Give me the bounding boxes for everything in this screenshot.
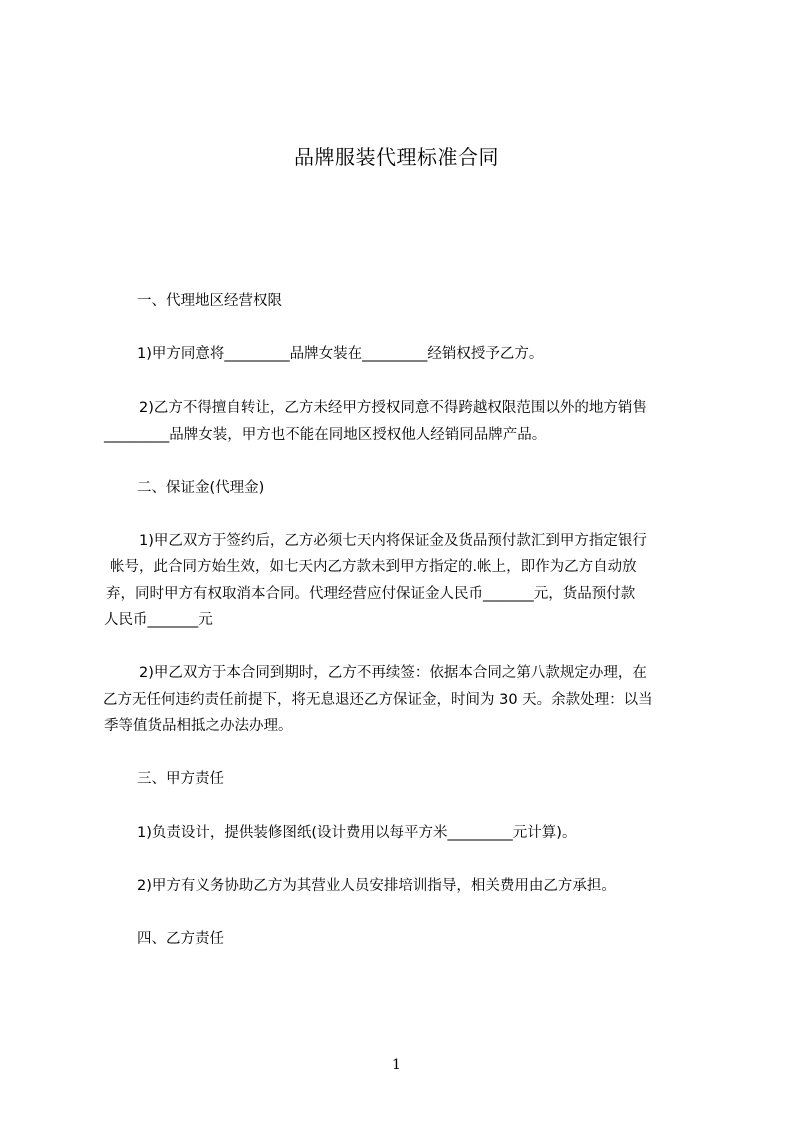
paragraph-line: 1)负责设计，提供装修图纸(设计费用以每平方米_________元计算)。 xyxy=(137,825,577,841)
paragraph-line-text: 弃，同时甲方有权取消本合同。代理经营应付保证金人民币_______元，货品预付款 xyxy=(106,586,636,602)
paragraph-line-text: 帐号，此合同方始生效，如七天内乙方款未到甲方指定的.帐上，即作为乙方自动放 xyxy=(110,559,637,575)
paragraph-line-text: 乙方无任何违约责任前提下，将无息退还乙方保证金，时间为 30 天。余款处理：以当 xyxy=(103,692,653,708)
paragraph-line-text: 2)乙方不得擅自转让，乙方未经甲方授权同意不得跨越权限范围以外的地方销售 xyxy=(139,400,647,416)
section-heading-3: 三、甲方责任 xyxy=(137,771,224,787)
paragraph-line: _________品牌女装，甲方也不能在同地区授权他人经销同品牌产品。 xyxy=(104,427,547,443)
paragraph-line-text: 2)甲乙双方于本合同到期时，乙方不再续签：依据本合同之第八款规定办理，在 xyxy=(139,665,647,681)
paragraph-line xyxy=(0,663,700,683)
paragraph-line: 2)甲方有义务协助乙方为其营业人员安排培训指导，相关费用由乙方承担。 xyxy=(137,878,616,894)
page-number: 1 xyxy=(392,1057,401,1073)
paragraph-line xyxy=(0,531,700,551)
paragraph-line-text: 1)甲乙双方于签约后，乙方必须七天内将保证金及货品预付款汇到甲方指定银行 xyxy=(139,533,647,549)
paragraph-line: 人民币_______元 xyxy=(104,612,213,628)
paragraph-line: 1)甲方同意将_________品牌女装在_________经销权授予乙方。 xyxy=(137,346,544,362)
paragraph-line xyxy=(0,690,700,710)
section-heading-1: 一、代理地区经营权限 xyxy=(137,293,282,309)
paragraph-line xyxy=(0,557,700,577)
section-heading-4: 四、乙方责任 xyxy=(137,931,224,947)
section-heading-2: 二、保证金(代理金) xyxy=(137,480,265,496)
paragraph-line xyxy=(0,398,700,418)
paragraph-line: 季等值货品相抵之办法办理。 xyxy=(104,718,293,734)
paragraph-line xyxy=(0,584,700,604)
document-title: 品牌服装代理标准合同 xyxy=(294,145,499,169)
